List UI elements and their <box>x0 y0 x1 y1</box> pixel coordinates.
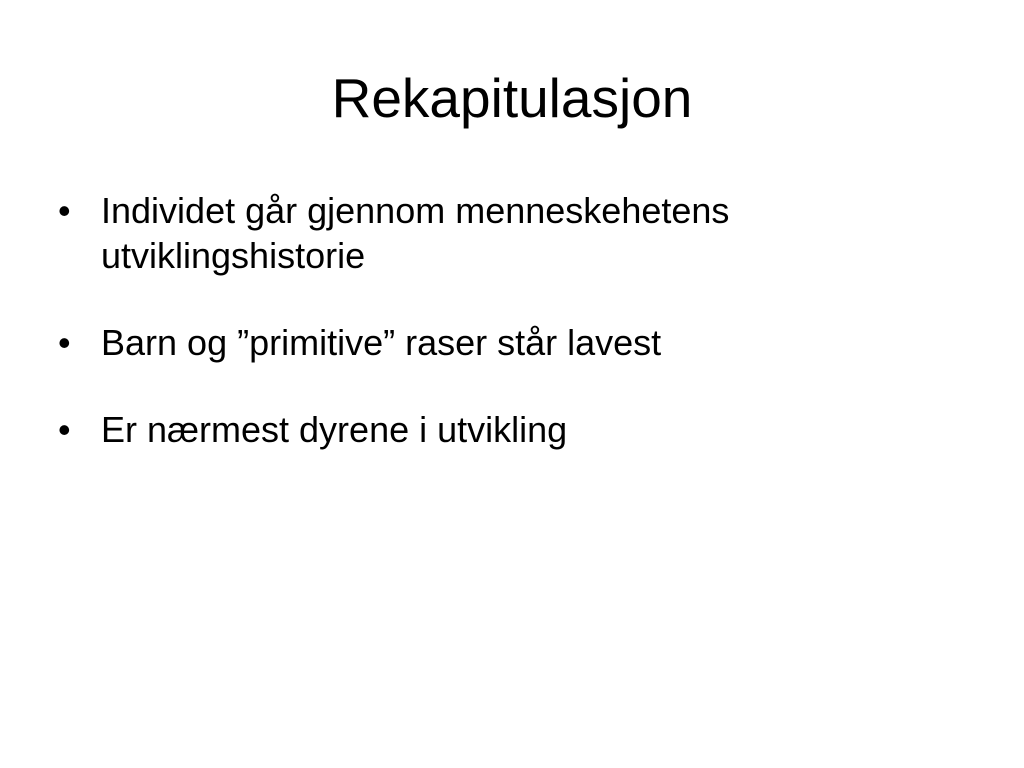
list-item <box>58 320 958 365</box>
bullet-icon: • <box>58 409 71 450</box>
bullet-icon: • <box>58 322 71 363</box>
list-item <box>58 407 958 452</box>
bullet-icon: • <box>58 190 71 231</box>
bullet-text: Individet går gjennom menneskehetens utviklingshistorie <box>101 190 730 276</box>
slide-title: Rekapitulasjon <box>331 67 693 129</box>
bullet-text: Er nærmest dyrene i utvikling <box>101 409 568 450</box>
bullet-text: Barn og ”primitive” raser står lavest <box>101 322 662 363</box>
bullet-list <box>58 188 958 452</box>
list-item <box>58 188 958 278</box>
